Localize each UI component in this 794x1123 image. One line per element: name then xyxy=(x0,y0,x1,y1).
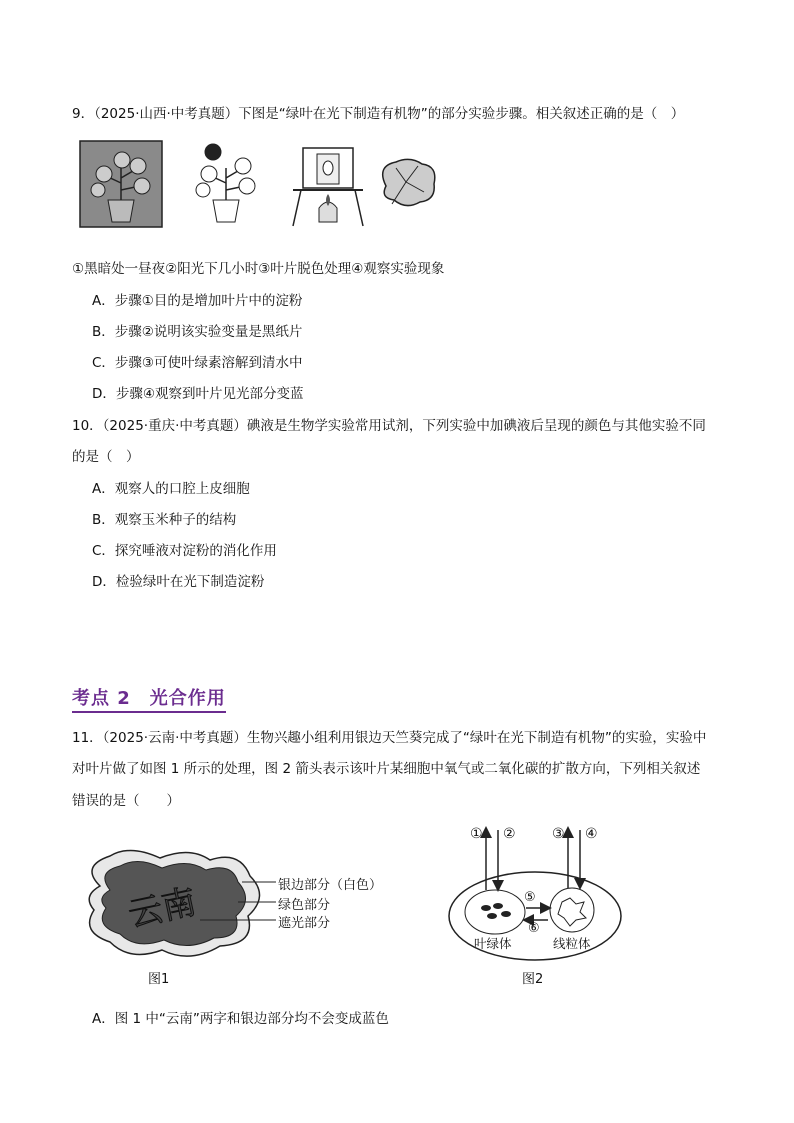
arrow-label-6: ⑥ xyxy=(528,921,540,936)
q10-option-a[interactable]: A．观察人的口腔上皮细胞 xyxy=(92,481,250,497)
arrow-label-4: ④ xyxy=(585,826,598,842)
chloroplast-shape xyxy=(465,890,525,934)
mitochondria-shape xyxy=(550,888,594,932)
q11-stem-line3: 错误的是（ ） xyxy=(72,793,180,809)
q9-experiment-steps-figure xyxy=(78,138,448,230)
q10-stem-line2: 的是（ ） xyxy=(72,449,140,465)
q10-stem-line1: 10．（2025·重庆·中考真题）碘液是生物学实验常用试剂，下列实验中加碘液后呈现的颜色与其他实验不同 xyxy=(72,418,706,434)
arrow-label-3: ③ xyxy=(552,826,565,842)
arrow-label-5: ⑤ xyxy=(524,890,536,905)
q9-option-c[interactable]: C．步骤③可使叶绿素溶解到清水中 xyxy=(92,355,303,371)
label-silver-edge: 银边部分（白色） xyxy=(278,878,383,893)
label-green-part: 绿色部分 xyxy=(278,898,331,913)
q9-option-a[interactable]: A．步骤①目的是增加叶片中的淀粉 xyxy=(92,293,303,309)
q9-steps-description: ①黑暗处一昼夜②阳光下几小时③叶片脱色处理④观察实验现象 xyxy=(72,261,445,277)
arrow-label-2: ② xyxy=(503,826,516,842)
chloroplast-label: 叶绿体 xyxy=(474,936,512,951)
q11-stem-line1: 11．（2025·云南·中考真题）生物兴趣小组利用银边天竺葵完成了“绿叶在光下制造有机物”的实验，实验中 xyxy=(72,730,707,746)
light-plant-icon xyxy=(196,144,255,222)
water-bath-icon xyxy=(293,148,363,226)
q10-option-c[interactable]: C．探究唾液对淀粉的消化作用 xyxy=(92,543,277,559)
q11-option-a[interactable]: A．图 1 中“云南”两字和银边部分均不会变成蓝色 xyxy=(92,1011,389,1027)
q11-stem-line2: 对叶片做了如图 1 所示的处理，图 2 箭头表示该叶片某细胞中氧气或二氧化碳的扩散方向，下列相关叙述 xyxy=(72,761,701,777)
section-heading: 考点 2 光合作用 xyxy=(72,684,226,713)
q9-stem: 9．（2025·山西·中考真题）下图是“绿叶在光下制造有机物”的部分实验步骤。相关叙述正确的是（ ） xyxy=(72,106,685,122)
q10-option-d[interactable]: D．检验绿叶在光下制造淀粉 xyxy=(92,574,265,590)
label-shaded-part: 遮光部分 xyxy=(278,916,331,931)
q10-option-b[interactable]: B．观察玉米种子的结构 xyxy=(92,512,237,528)
mitochondria-label: 线粒体 xyxy=(553,936,591,951)
leaf-shaded-text: 云南 xyxy=(124,882,200,936)
q9-option-b[interactable]: B．步骤②说明该实验变量是黑纸片 xyxy=(92,324,303,340)
arrow-label-1: ① xyxy=(470,826,483,842)
leaf-result-icon xyxy=(383,159,435,205)
dark-box-plant-icon xyxy=(80,141,162,227)
figure-2-caption: 图2 xyxy=(522,972,544,987)
figure-1-caption: 图1 xyxy=(148,972,170,987)
figure-1-leaf xyxy=(80,846,420,966)
q9-option-d[interactable]: D．步骤④观察到叶片见光部分变蓝 xyxy=(92,386,304,402)
